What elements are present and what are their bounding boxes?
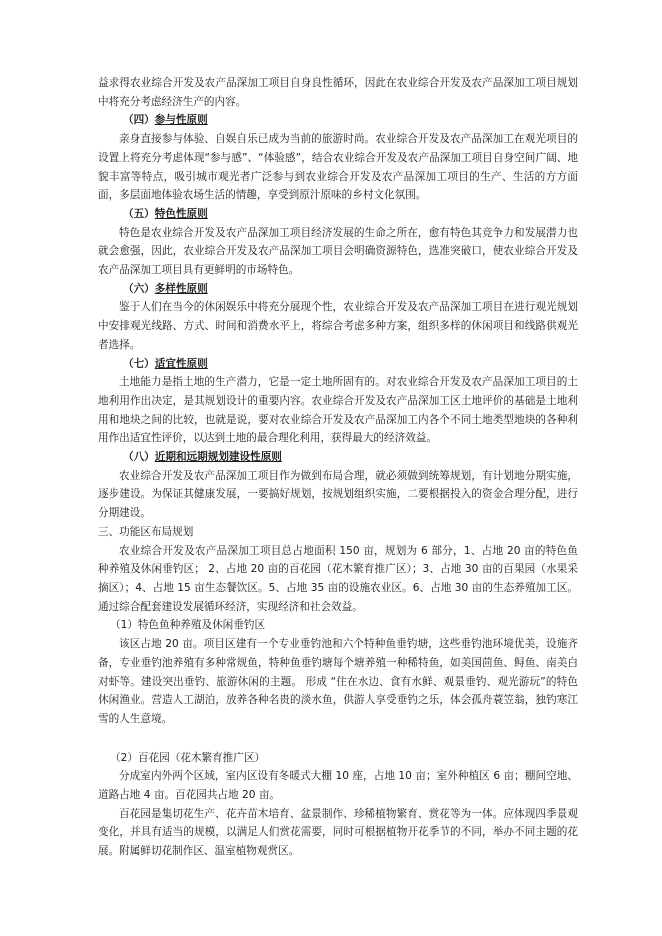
section-title: 三、功能区布局规划: [98, 525, 194, 538]
heading-number: （八）: [123, 451, 155, 464]
zone-heading-2: （2）百花园（花木繁育推广区）: [110, 751, 266, 764]
document-page: [98, 74, 578, 861]
heading-number: （七）: [123, 357, 155, 370]
paragraph: 该区占地 20 亩。项目区建有一个专业垂钓池和六个特种鱼垂钓塘，这些垂钓池环境优美，设施齐备，专业垂钓池养殖有多种常规鱼，特种鱼垂钓塘每个塘养殖一种稀特鱼，如美国茴鱼、鲟鱼、南美白对虾等。建设突出垂钓、旅游休闲的主题。 形成 “住在水边、食有水鲜、观景垂钓、观光游玩”的特色休闲渔业。营造人工湖泊，放养各种名贵的淡水鱼，供游人享受垂钓之乐，体会孤舟蓑笠翁，独钓寒江雪的人生意境。: [98, 638, 578, 725]
heading-title: 多样性原则: [154, 282, 208, 295]
paragraph: 农业综合开发及农产品深加工项目总占地面积 150 亩，规划为 6 部分，1、占地 20 亩的特色鱼种养殖及休闲垂钓区； 2、占地 20 亩的百花园（花木繁育推广区）；3、占地 30 亩的百果园（水果采摘区）；4、占地 15 亩生态餐饮区。5、占地 35 亩的设施农业区。6、占地 30 亩的生态养殖加工区。通过综合配套建设发展循环经济，实现经济和社会效益。: [98, 544, 578, 613]
paragraph: 益求得农业综合开发及农产品深加工项目自身良性循环，因此在农业综合开发及农产品深加工项目规划中将充分考虑经济生产的内容。: [98, 77, 578, 108]
paragraph: 分成室内外两个区域，室内区设有冬暖式大棚 10 座，占地 10 亩；室外种植区 6 亩；棚间空地、道路占地 4 亩。百花园共占地 20 亩。: [98, 770, 578, 802]
heading-title: 适宜性原则: [154, 357, 208, 370]
section-heading-7: [98, 355, 578, 374]
heading-number: （四）: [123, 114, 155, 127]
section-heading-6: [98, 280, 578, 299]
section-heading-5: [98, 205, 578, 224]
paragraph: 特色是农业综合开发及农产品深加工项目经济发展的生命之所在，愈有特色其竞争力和发展潜力也就会愈强，因此，农业综合开发及农产品深加工项目会明确资源特色，选准突破口，使农业综合开发及农产品深加工项目具有更鲜明的市场特色。: [98, 226, 578, 277]
heading-number: （五）: [123, 207, 155, 220]
paragraph: 农业综合开发及农产品深加工项目作为做到布局合理，就必须做到统筹规划，有计划地分期实施，逐步建设。为保证其健康发展，一要搞好规划，按规划组织实施，二要根据投入的资金合理分配，进行分期建设。: [98, 469, 578, 520]
section-heading-8: [98, 448, 578, 467]
heading-title: 近期和远期规划建设性原则: [154, 451, 282, 464]
zone-heading-1: （1）特色鱼种养殖及休闲垂钓区: [110, 619, 266, 632]
paragraph: 百花园是集切花生产、花卉苗木培育、盆景制作、珍稀植物繁育、赏花等为一体。应体现四季景观变化，并具有适当的规模，以满足人们赏花需要，同时可根据植物开花季节的不同，举办不同主题的花展。附属鲜切花制作区、温室植物观赏区。: [98, 807, 578, 858]
heading-number: （六）: [123, 282, 155, 295]
spacer: [98, 729, 578, 749]
paragraph: 鉴于人们在当今的休闲娱乐中将充分展现个性，农业综合开发及农产品深加工项目在进行观光规划中安排观光线路、方式、时间和消费水平上，将综合考虑多种方案，组织多样的休闲项目和线路供观光者选择。: [98, 301, 578, 351]
paragraph: 土地能力是指土地的生产潜力，它是一定土地所固有的。对农业综合开发及农产品深加工项目的土地利用作出决定，是其规划设计的重要内容。农业综合开发及农产品深加工区土地评价的基础是土地利用和地块之间的比较，也就是说，要对农业综合开发及农产品深加工内各个不同土地类型地块的各种利用作出适宜性评价，以达到土地的最合理化利用，获得最大的经济效益。: [98, 376, 578, 445]
section-heading-4: [98, 111, 578, 130]
heading-title: 参与性原则: [154, 114, 208, 127]
heading-title: 特色性原则: [154, 207, 208, 220]
paragraph: 亲身直接参与体验、自娱自乐已成为当前的旅游时尚。农业综合开发及农产品深加工在观光项目的设置上将充分考虑体现“参与感”、“体验感”，结合农业综合开发及农产品深加工项目自身空间广阔、地貌丰富等特点，吸引城市观光者广泛参与到农业综合开发及农产品深加工项目的生产、生活的方方面面，多层面地体验农场生活的情趣，享受到原汁原味的乡村文化氛围。: [98, 133, 578, 202]
